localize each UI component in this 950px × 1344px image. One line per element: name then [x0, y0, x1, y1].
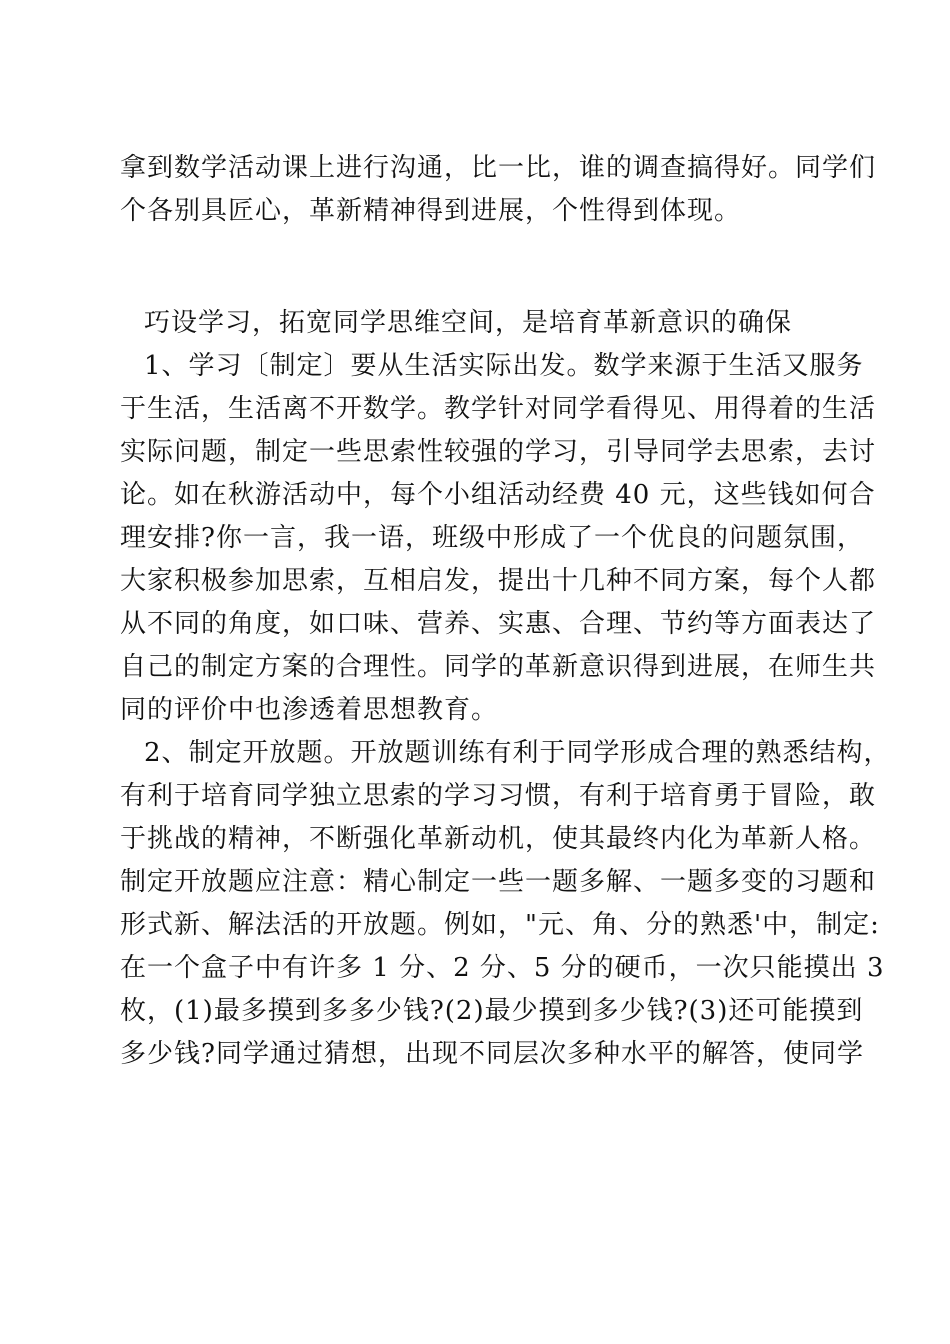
- text-line: 个各别具匠心，革新精神得到进展，个性得到体现。: [120, 196, 742, 226]
- text-line: 枚，(1)最多摸到多多少钱?(2)最少摸到多少钱?(3)还可能摸到: [120, 996, 864, 1026]
- text-line: 多少钱?同学通过猜想，出现不同层次多种水平的解答，使同学: [120, 1039, 864, 1069]
- text-line: 1、学习〔制定〕要从生活实际出发。数学来源于生活又服务: [144, 351, 864, 381]
- text-line: 拿到数学活动课上进行沟通，比一比，谁的调查搞得好。同学们: [120, 153, 877, 183]
- text-line: 于生活，生活离不开数学。教学针对同学看得见、用得着的生活: [120, 394, 877, 424]
- text-line: 有利于培育同学独立思索的学习习惯，有利于培育勇于冒险，敢: [120, 781, 877, 811]
- text-line: 2、制定开放题。开放题训练有利于同学形成合理的熟悉结构，: [144, 738, 891, 768]
- text-line: 从不同的角度，如口味、营养、实惠、合理、节约等方面表达了: [120, 609, 877, 639]
- text-line: 制定开放题应注意：精心制定一些一题多解、一题多变的习题和: [120, 867, 877, 897]
- text-line: 形式新、解法活的开放题。例如，"元、角、分的熟悉'中，制定:: [120, 910, 880, 940]
- text-line: 在一个盒子中有许多 1 分、2 分、5 分的硬币，一次只能摸出 3: [120, 953, 885, 983]
- text-line: 论。如在秋游活动中，每个小组活动经费 40 元，这些钱如何合: [120, 480, 876, 510]
- text-line: 同的评价中也渗透着思想教育。: [120, 695, 499, 725]
- body-text: [120, 302, 891, 1076]
- text-line: 实际问题，制定一些思索性较强的学习，引导同学去思索，去讨: [120, 437, 877, 467]
- text-line: 于挑战的精神，不断强化革新动机，使其最终内化为革新人格。: [120, 824, 877, 854]
- text-line: 理安排?你一言，我一语，班级中形成了一个优良的问题氛围，: [120, 523, 864, 553]
- text-line: 大家积极参加思索，互相启发，提出十几种不同方案，每个人都: [120, 566, 877, 596]
- intro-paragraph: [120, 147, 877, 233]
- section-heading: 巧设学习，拓宽同学思维空间，是培育革新意识的确保: [144, 308, 793, 338]
- text-line: 自己的制定方案的合理性。同学的革新意识得到进展，在师生共: [120, 652, 877, 682]
